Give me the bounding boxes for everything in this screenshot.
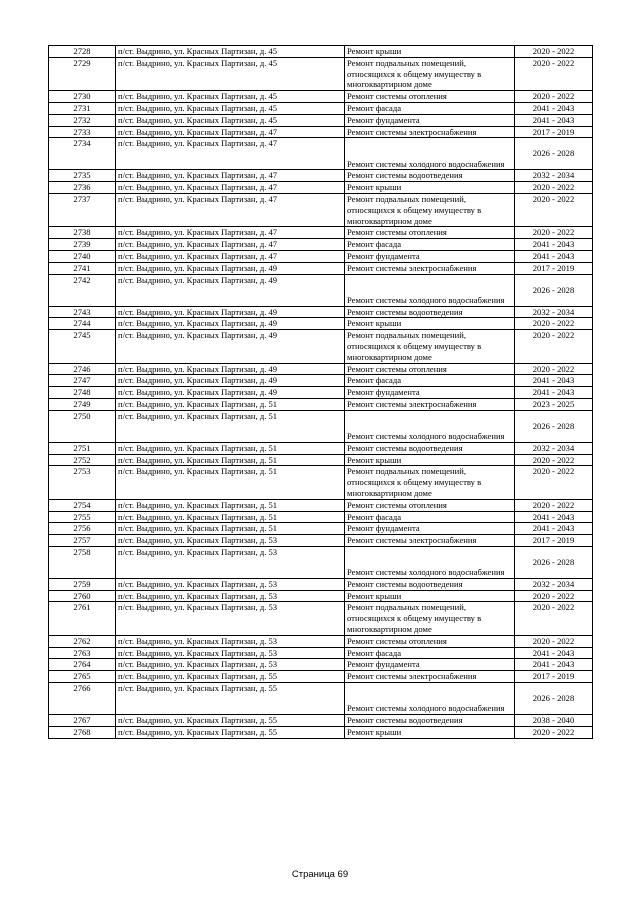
work-type-cell: Ремонт системы водоотведения	[345, 578, 515, 590]
table-row	[49, 227, 593, 239]
work-type-cell: Ремонт системы водоотведения	[345, 306, 515, 318]
row-number-cell: 2753	[49, 466, 116, 499]
work-type-cell: Ремонт системы отопления	[345, 91, 515, 103]
row-number-cell: 2743	[49, 306, 116, 318]
row-number-cell: 2745	[49, 330, 116, 363]
row-number-cell: 2739	[49, 239, 116, 251]
work-type-cell: Ремонт системы холодного водоснабжения	[345, 274, 515, 306]
work-type-cell: Ремонт фасада	[345, 102, 515, 114]
table-row	[49, 126, 593, 138]
address-cell: п/ст. Выдрино, ул. Красных Партизан, д. 47	[116, 126, 345, 138]
period-cell: 2026 - 2028	[515, 683, 593, 715]
row-number-cell: 2758	[49, 546, 116, 578]
period-cell: 2020 - 2022	[515, 590, 593, 602]
row-number-cell: 2748	[49, 387, 116, 399]
period-cell: 2020 - 2022	[515, 635, 593, 647]
work-type-cell: Ремонт системы отопления	[345, 227, 515, 239]
period-cell: 2020 - 2022	[515, 466, 593, 499]
row-number-cell: 2765	[49, 671, 116, 683]
table-row	[49, 387, 593, 399]
row-number-cell: 2737	[49, 193, 116, 226]
work-type-cell: Ремонт крыши	[345, 590, 515, 602]
address-cell: п/ст. Выдрино, ул. Красных Партизан, д. 53	[116, 635, 345, 647]
work-type-cell: Ремонт фундамента	[345, 659, 515, 671]
address-cell: п/ст. Выдрино, ул. Красных Партизан, д. 47	[116, 193, 345, 226]
table-row	[49, 715, 593, 727]
table-row	[49, 659, 593, 671]
period-cell: 2017 - 2019	[515, 262, 593, 274]
period-cell: 2017 - 2019	[515, 535, 593, 547]
period-cell: 2020 - 2022	[515, 57, 593, 90]
address-cell: п/ст. Выдрино, ул. Красных Партизан, д. 45	[116, 114, 345, 126]
period-cell: 2032 - 2034	[515, 442, 593, 454]
row-number-cell: 2757	[49, 535, 116, 547]
work-type-cell: Ремонт системы электроснабжения	[345, 671, 515, 683]
address-cell: п/ст. Выдрино, ул. Красных Партизан, д. 45	[116, 46, 345, 58]
work-type-cell: Ремонт подвальных помещений, относящихся к общему имуществу в многоквартирном доме	[345, 330, 515, 363]
row-number-cell: 2761	[49, 602, 116, 635]
address-cell: п/ст. Выдрино, ул. Красных Партизан, д. 53	[116, 647, 345, 659]
address-cell: п/ст. Выдрино, ул. Красных Партизан, д. 55	[116, 683, 345, 715]
address-cell: п/ст. Выдрино, ул. Красных Партизан, д. 55	[116, 726, 345, 738]
work-type-cell: Ремонт системы отопления	[345, 635, 515, 647]
row-number-cell: 2751	[49, 442, 116, 454]
row-number-cell: 2760	[49, 590, 116, 602]
work-type-cell: Ремонт системы электроснабжения	[345, 126, 515, 138]
work-type-cell: Ремонт крыши	[345, 46, 515, 58]
row-number-cell: 2767	[49, 715, 116, 727]
address-cell: п/ст. Выдрино, ул. Красных Партизан, д. 53	[116, 578, 345, 590]
row-number-cell: 2764	[49, 659, 116, 671]
period-cell: 2026 - 2028	[515, 138, 593, 170]
period-cell: 2041 - 2043	[515, 114, 593, 126]
period-cell: 2041 - 2043	[515, 523, 593, 535]
period-cell: 2020 - 2022	[515, 602, 593, 635]
address-cell: п/ст. Выдрино, ул. Красных Партизан, д. 49	[116, 274, 345, 306]
address-cell: п/ст. Выдрино, ул. Красных Партизан, д. 49	[116, 375, 345, 387]
address-cell: п/ст. Выдрино, ул. Красных Партизан, д. 53	[116, 535, 345, 547]
row-number-cell: 2736	[49, 182, 116, 194]
table-row	[49, 546, 593, 578]
table-row	[49, 511, 593, 523]
period-cell: 2020 - 2022	[515, 318, 593, 330]
address-cell: п/ст. Выдрино, ул. Красных Партизан, д. 51	[116, 454, 345, 466]
period-cell: 2023 - 2025	[515, 398, 593, 410]
row-number-cell: 2733	[49, 126, 116, 138]
table-row	[49, 193, 593, 226]
work-type-cell: Ремонт крыши	[345, 454, 515, 466]
work-type-cell: Ремонт фундамента	[345, 250, 515, 262]
table-row	[49, 102, 593, 114]
page-number: Страница 69	[291, 869, 349, 880]
table-row	[49, 578, 593, 590]
period-cell: 2026 - 2028	[515, 274, 593, 306]
table-row	[49, 671, 593, 683]
table-row	[49, 398, 593, 410]
address-cell: п/ст. Выдрино, ул. Красных Партизан, д. 47	[116, 138, 345, 170]
row-number-cell: 2731	[49, 102, 116, 114]
address-cell: п/ст. Выдрино, ул. Красных Партизан, д. 49	[116, 318, 345, 330]
table-row	[49, 410, 593, 442]
table-row	[49, 523, 593, 535]
address-cell: п/ст. Выдрино, ул. Красных Партизан, д. 49	[116, 363, 345, 375]
address-cell: п/ст. Выдрино, ул. Красных Партизан, д. 55	[116, 715, 345, 727]
address-cell: п/ст. Выдрино, ул. Красных Партизан, д. 47	[116, 182, 345, 194]
row-number-cell: 2734	[49, 138, 116, 170]
row-number-cell: 2759	[49, 578, 116, 590]
work-type-cell: Ремонт крыши	[345, 726, 515, 738]
work-type-cell: Ремонт фасада	[345, 511, 515, 523]
row-number-cell: 2744	[49, 318, 116, 330]
address-cell: п/ст. Выдрино, ул. Красных Партизан, д. 45	[116, 57, 345, 90]
work-type-cell: Ремонт системы водоотведения	[345, 170, 515, 182]
period-cell: 2041 - 2043	[515, 511, 593, 523]
address-cell: п/ст. Выдрино, ул. Красных Партизан, д. 53	[116, 602, 345, 635]
table-row	[49, 499, 593, 511]
address-cell: п/ст. Выдрино, ул. Красных Партизан, д. 45	[116, 91, 345, 103]
table-row	[49, 602, 593, 635]
table-row	[49, 138, 593, 170]
table-row	[49, 330, 593, 363]
address-cell: п/ст. Выдрино, ул. Красных Партизан, д. 49	[116, 262, 345, 274]
work-type-cell: Ремонт системы холодного водоснабжения	[345, 683, 515, 715]
work-type-cell: Ремонт крыши	[345, 182, 515, 194]
work-type-cell: Ремонт системы электроснабжения	[345, 262, 515, 274]
period-cell: 2041 - 2043	[515, 659, 593, 671]
period-cell: 2020 - 2022	[515, 193, 593, 226]
row-number-cell: 2747	[49, 375, 116, 387]
table-row	[49, 57, 593, 90]
period-cell: 2041 - 2043	[515, 647, 593, 659]
table-row	[49, 306, 593, 318]
work-type-cell: Ремонт подвальных помещений, относящихся к общему имуществу в многоквартирном доме	[345, 193, 515, 226]
work-type-cell: Ремонт системы холодного водоснабжения	[345, 138, 515, 170]
table-row	[49, 683, 593, 715]
address-cell: п/ст. Выдрино, ул. Красных Партизан, д. 53	[116, 546, 345, 578]
period-cell: 2020 - 2022	[515, 46, 593, 58]
address-cell: п/ст. Выдрино, ул. Красных Партизан, д. 51	[116, 499, 345, 511]
work-type-cell: Ремонт системы отопления	[345, 363, 515, 375]
period-cell: 2020 - 2022	[515, 330, 593, 363]
table-row	[49, 318, 593, 330]
row-number-cell: 2752	[49, 454, 116, 466]
address-cell: п/ст. Выдрино, ул. Красных Партизан, д. 47	[116, 250, 345, 262]
row-number-cell: 2728	[49, 46, 116, 58]
row-number-cell: 2755	[49, 511, 116, 523]
address-cell: п/ст. Выдрино, ул. Красных Партизан, д. 49	[116, 387, 345, 399]
row-number-cell: 2749	[49, 398, 116, 410]
row-number-cell: 2754	[49, 499, 116, 511]
table-row	[49, 250, 593, 262]
row-number-cell: 2762	[49, 635, 116, 647]
table-row	[49, 114, 593, 126]
address-cell: п/ст. Выдрино, ул. Красных Партизан, д. 53	[116, 590, 345, 602]
period-cell: 2026 - 2028	[515, 546, 593, 578]
row-number-cell: 2738	[49, 227, 116, 239]
work-type-cell: Ремонт системы холодного водоснабжения	[345, 546, 515, 578]
row-number-cell: 2729	[49, 57, 116, 90]
period-cell: 2041 - 2043	[515, 387, 593, 399]
row-number-cell: 2740	[49, 250, 116, 262]
table-row	[49, 262, 593, 274]
period-cell: 2020 - 2022	[515, 91, 593, 103]
work-type-cell: Ремонт крыши	[345, 318, 515, 330]
row-number-cell: 2730	[49, 91, 116, 103]
table-row	[49, 454, 593, 466]
work-type-cell: Ремонт системы электроснабжения	[345, 398, 515, 410]
row-number-cell: 2741	[49, 262, 116, 274]
address-cell: п/ст. Выдрино, ул. Красных Партизан, д. 51	[116, 466, 345, 499]
period-cell: 2020 - 2022	[515, 182, 593, 194]
work-type-cell: Ремонт системы электроснабжения	[345, 535, 515, 547]
work-type-cell: Ремонт системы отопления	[345, 499, 515, 511]
period-cell: 2041 - 2043	[515, 239, 593, 251]
work-type-cell: Ремонт фасада	[345, 239, 515, 251]
row-number-cell: 2732	[49, 114, 116, 126]
period-cell: 2032 - 2034	[515, 170, 593, 182]
period-cell: 2032 - 2034	[515, 306, 593, 318]
row-number-cell: 2746	[49, 363, 116, 375]
work-type-cell: Ремонт фасада	[345, 647, 515, 659]
address-cell: п/ст. Выдрино, ул. Красных Партизан, д. 55	[116, 671, 345, 683]
work-type-cell: Ремонт системы водоотведения	[345, 715, 515, 727]
period-cell: 2041 - 2043	[515, 250, 593, 262]
row-number-cell: 2766	[49, 683, 116, 715]
work-type-cell: Ремонт подвальных помещений, относящихся к общему имуществу в многоквартирном доме	[345, 57, 515, 90]
table-row	[49, 590, 593, 602]
work-type-cell: Ремонт фасада	[345, 375, 515, 387]
address-cell: п/ст. Выдрино, ул. Красных Партизан, д. 47	[116, 239, 345, 251]
period-cell: 2017 - 2019	[515, 671, 593, 683]
work-type-cell: Ремонт системы холодного водоснабжения	[345, 410, 515, 442]
table-row	[49, 647, 593, 659]
address-cell: п/ст. Выдрино, ул. Красных Партизан, д. 51	[116, 410, 345, 442]
work-type-cell: Ремонт подвальных помещений, относящихся к общему имуществу в многоквартирном доме	[345, 466, 515, 499]
period-cell: 2017 - 2019	[515, 126, 593, 138]
address-cell: п/ст. Выдрино, ул. Красных Партизан, д. 53	[116, 659, 345, 671]
work-type-cell: Ремонт фундамента	[345, 114, 515, 126]
table-row	[49, 442, 593, 454]
address-cell: п/ст. Выдрино, ул. Красных Партизан, д. 47	[116, 227, 345, 239]
row-number-cell: 2756	[49, 523, 116, 535]
table-row	[49, 635, 593, 647]
address-cell: п/ст. Выдрино, ул. Красных Партизан, д. 51	[116, 523, 345, 535]
table-row	[49, 535, 593, 547]
row-number-cell: 2735	[49, 170, 116, 182]
period-cell: 2032 - 2034	[515, 578, 593, 590]
period-cell: 2026 - 2028	[515, 410, 593, 442]
work-type-cell: Ремонт фундамента	[345, 523, 515, 535]
row-number-cell: 2742	[49, 274, 116, 306]
period-cell: 2020 - 2022	[515, 454, 593, 466]
table-row	[49, 363, 593, 375]
table-row	[49, 274, 593, 306]
period-cell: 2041 - 2043	[515, 375, 593, 387]
address-cell: п/ст. Выдрино, ул. Красных Партизан, д. 47	[116, 170, 345, 182]
table-row	[49, 239, 593, 251]
table-row	[49, 170, 593, 182]
period-cell: 2041 - 2043	[515, 102, 593, 114]
table-row	[49, 182, 593, 194]
table-row	[49, 375, 593, 387]
address-cell: п/ст. Выдрино, ул. Красных Партизан, д. 49	[116, 306, 345, 318]
table-body	[49, 46, 593, 739]
repair-schedule-table	[48, 45, 593, 739]
period-cell: 2038 - 2040	[515, 715, 593, 727]
row-number-cell: 2768	[49, 726, 116, 738]
period-cell: 2020 - 2022	[515, 726, 593, 738]
address-cell: п/ст. Выдрино, ул. Красных Партизан, д. 51	[116, 442, 345, 454]
work-type-cell: Ремонт фундамента	[345, 387, 515, 399]
period-cell: 2020 - 2022	[515, 363, 593, 375]
table-row	[49, 46, 593, 58]
row-number-cell: 2763	[49, 647, 116, 659]
address-cell: п/ст. Выдрино, ул. Красных Партизан, д. 51	[116, 398, 345, 410]
address-cell: п/ст. Выдрино, ул. Красных Партизан, д. 49	[116, 330, 345, 363]
work-type-cell: Ремонт подвальных помещений, относящихся к общему имуществу в многоквартирном доме	[345, 602, 515, 635]
table-row	[49, 91, 593, 103]
row-number-cell: 2750	[49, 410, 116, 442]
address-cell: п/ст. Выдрино, ул. Красных Партизан, д. 51	[116, 511, 345, 523]
address-cell: п/ст. Выдрино, ул. Красных Партизан, д. 45	[116, 102, 345, 114]
table-row	[49, 466, 593, 499]
table-row	[49, 726, 593, 738]
period-cell: 2020 - 2022	[515, 227, 593, 239]
work-type-cell: Ремонт системы водоотведения	[345, 442, 515, 454]
period-cell: 2020 - 2022	[515, 499, 593, 511]
